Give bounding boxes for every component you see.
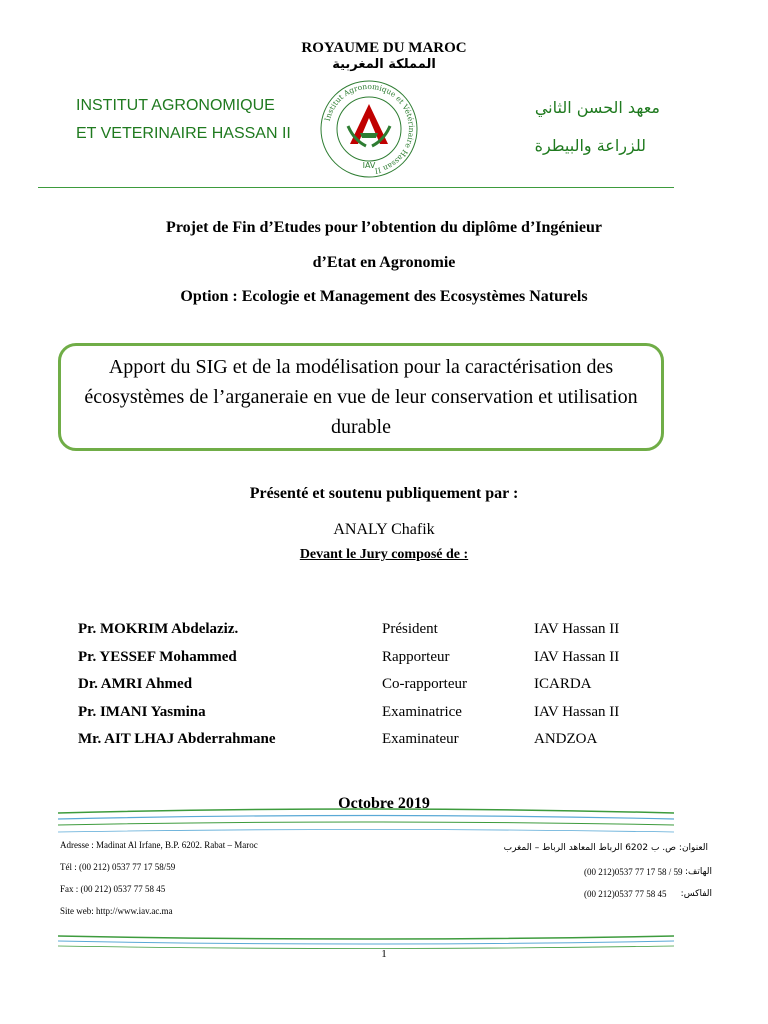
jury-member-role: Rapporteur bbox=[382, 648, 450, 665]
jury-heading: Devant le Jury composé de : bbox=[299, 547, 469, 562]
kingdom-title: ROYAUME DU MAROC bbox=[301, 40, 467, 56]
footer-fax-arabic-label: الفاكس: bbox=[680, 889, 712, 899]
jury-row bbox=[78, 616, 674, 644]
jury-row bbox=[78, 699, 674, 727]
jury-member-institution: ICARDA bbox=[534, 676, 592, 693]
presented-by: Présenté et soutenu publiquement par : bbox=[249, 485, 519, 502]
institute-name-ar-line2: للزراعة والبيطرة bbox=[534, 136, 646, 155]
header-divider bbox=[38, 187, 674, 188]
institute-name-fr-line2: ET VETERINAIRE HASSAN II bbox=[76, 125, 291, 142]
iav-logo bbox=[318, 78, 420, 180]
author-name: ANALY Chafik bbox=[333, 521, 435, 538]
jury-row bbox=[78, 644, 674, 672]
iav-logo-emblem-icon bbox=[318, 78, 420, 180]
kingdom-title-arabic: المملكة المغربية bbox=[332, 57, 436, 72]
jury-member-name: Dr. AMRI Ahmed bbox=[78, 676, 193, 693]
jury-table bbox=[78, 616, 674, 754]
footer-tel-arabic-value: (00 212)0537 77 17 58 / 59 bbox=[584, 867, 683, 877]
footer-address: Adresse : Madinat Al Irfane, B.P. 6202. Rabat – Maroc bbox=[60, 840, 258, 850]
jury-member-name: Pr. YESSEF Mohammed bbox=[78, 648, 237, 665]
jury-member-name: Pr. IMANI Yasmina bbox=[78, 703, 206, 720]
project-option: Option : Ecologie et Management des Ecosystèmes Naturels bbox=[180, 288, 588, 305]
project-line-2: d’Etat en Agronomie bbox=[312, 254, 456, 271]
jury-member-role: Co-rapporteur bbox=[382, 676, 467, 693]
footer-fax: Fax : (00 212) 0537 77 58 45 bbox=[60, 884, 166, 894]
jury-member-name: Pr. MOKRIM Abdelaziz. bbox=[78, 621, 239, 638]
jury-member-institution: ANDZOA bbox=[534, 731, 598, 748]
footer-address-arabic: العنوان: ص. ب 6202 الرباط المعاهد الرباط – المغرب bbox=[503, 843, 708, 853]
footer-top-decoration bbox=[56, 803, 676, 837]
footer-tel-arabic-label: الهاتف: bbox=[685, 867, 712, 877]
jury-row bbox=[78, 726, 674, 754]
footer-tel: Tél : (00 212) 0537 77 17 58/59 bbox=[60, 862, 176, 872]
jury-row bbox=[78, 671, 674, 699]
jury-member-institution: IAV Hassan II bbox=[534, 621, 620, 638]
logo-ring-text: Institut Agronomique et Vétérinaire Hassan II bbox=[322, 81, 417, 176]
footer-fax-arabic-value: (00 212)0537 77 58 45 bbox=[584, 889, 667, 899]
thesis-title-box bbox=[58, 343, 664, 451]
jury-member-role: Président bbox=[382, 621, 438, 638]
institute-name-ar-line1: معهد الحسن الثاني bbox=[534, 98, 660, 117]
page-number: 1 bbox=[381, 948, 387, 960]
document-date: Octobre 2019 bbox=[338, 795, 430, 812]
institute-name-fr-line1: INSTITUT AGRONOMIQUE bbox=[76, 97, 275, 114]
thesis-title: Apport du SIG et de la modélisation pour la caractérisation des écosystèmes de l’arganeraie en vue de leur conservation et utilisation durable bbox=[84, 356, 638, 438]
logo-text: IAV bbox=[362, 161, 376, 170]
jury-member-role: Examinatrice bbox=[382, 703, 462, 720]
project-line-1: Projet de Fin d’Etudes pour l’obtention du diplôme d’Ingénieur bbox=[166, 219, 602, 236]
jury-member-institution: IAV Hassan II bbox=[534, 648, 620, 665]
jury-member-role: Examinateur bbox=[382, 731, 459, 748]
footer-website: Site web: http://www.iav.ac.ma bbox=[60, 906, 173, 916]
jury-member-name: Mr. AIT LHAJ Abderrahmane bbox=[78, 731, 276, 748]
jury-member-institution: IAV Hassan II bbox=[534, 703, 620, 720]
